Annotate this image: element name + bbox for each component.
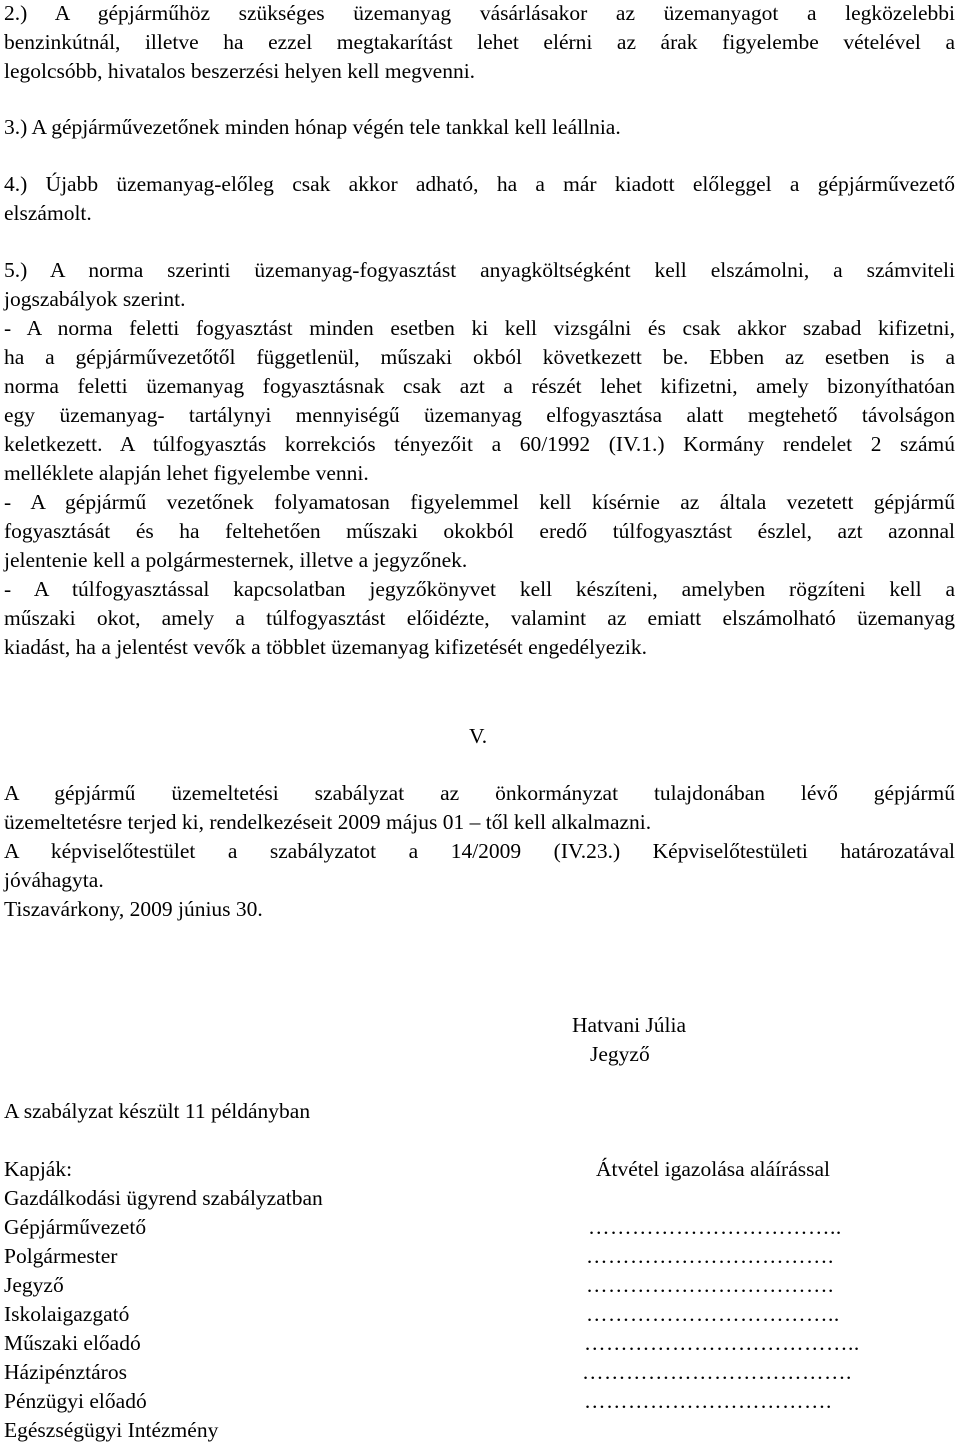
recipient-item: Gazdálkodási ügyrend szabályzatban (4, 1186, 323, 1210)
signature-line: ………………………………. (582, 1360, 852, 1384)
closing-line-1: A gépjármű üzemeltetési szabályzat az önkormányzat tulajdonában lévő gépjármű (4, 781, 955, 805)
paragraph-5-line-1: 5.) A norma szerinti üzemanyag-fogyasztást anyagköltségként kell elszámolni, a számviteli (4, 258, 955, 282)
paragraph-4-line-2: elszámolt. (4, 201, 92, 225)
paragraph-5-line-3: - A norma feletti fogyasztást minden esetben ki kell vizsgálni és csak akkor szabad kifizetni, (4, 316, 955, 340)
copies-note: A szabályzat készült 11 példányban (4, 1099, 311, 1123)
closing-line-4: jóváhagyta. (4, 868, 104, 892)
paragraph-5-line-6: egy üzemanyag- tartálynyi mennyiségű üzemanyag elfogyasztása alatt megtehető távolságon (4, 403, 955, 427)
paragraph-2-line-3: legolcsóbb, hivatalos beszerzési helyen kell megvenni. (4, 59, 476, 83)
paragraph-5-line-5: norma feletti üzemanyag fogyasztásnak csak azt a részét lehet kifizetni, amely bizonyíthatóan (4, 374, 955, 398)
paragraph-4-line-1: 4.) Újabb üzemanyag-előleg csak akkor adható, ha a már kiadott előleggel a gépjárművezető (4, 172, 955, 196)
signature-line: ……………………………. (586, 1273, 834, 1297)
paragraph-5-line-8: melléklete alapján lehet figyelembe venni. (4, 461, 369, 485)
closing-line-2: üzemeltetésre terjed ki, rendelkezéseit 2009 május 01 – től kell alkalmazni. (4, 810, 652, 834)
signature-title: Jegyző (590, 1042, 650, 1066)
recipient-item: Egészségügyi Intézmény (4, 1418, 219, 1442)
paragraph-3-line-1: 3.) A gépjárművezetőnek minden hónap végén tele tankkal kell leállnia. (4, 115, 621, 139)
closing-line-3: A képviselőtestület a szabályzatot a 14/2009 (IV.23.) Képviselőtestületi határozatával (4, 839, 955, 863)
recipient-item: Jegyző (4, 1273, 64, 1297)
paragraph-2-line-2: benzinkútnál, illetve ha ezzel megtakarítást lehet elérni az árak figyelembe vételével a (4, 30, 955, 54)
paragraph-5-line-13: műszaki okot, amely a túlfogyasztást előidézte, valamint az emiatt elszámolható üzemanyag (4, 606, 955, 630)
paragraph-5-line-10: fogyasztását és ha feltehetően műszaki okokból eredő túlfogyasztást észlel, azt azonnal (4, 519, 955, 543)
paragraph-5-line-14: kiadást, ha a jelentést vevők a többlet üzemanyag kifizetését engedélyezik. (4, 635, 647, 659)
signature-line: ……………………………….. (584, 1331, 860, 1355)
paragraph-5-line-4: ha a gépjárművezetőtől függetlenül, műszaki okból következett be. Ebben az esetben is a (4, 345, 955, 369)
signature-name: Hatvani Júlia (572, 1013, 687, 1037)
recipient-item: Iskolaigazgató (4, 1302, 130, 1326)
signature-line: …………………………….. (588, 1215, 842, 1239)
recipient-item: Polgármester (4, 1244, 118, 1268)
paragraph-5-line-9: - A gépjármű vezetőnek folyamatosan figyelemmel kell kísérnie az általa vezetett gépjármű (4, 490, 955, 514)
place-date: Tiszavárkony, 2009 június 30. (4, 897, 263, 921)
distribution-left-header: Kapják: (4, 1157, 73, 1181)
distribution-right-header: Átvétel igazolása aláírással (596, 1157, 831, 1181)
signature-line: ……………………………. (586, 1244, 834, 1268)
paragraph-5-line-12: - A túlfogyasztással kapcsolatban jegyzőkönyvet kell készíteni, amelyben rögzíteni kell a (4, 577, 955, 601)
recipient-item: Házipénztáros (4, 1360, 127, 1384)
section-heading: V. (469, 724, 488, 748)
recipient-item: Műszaki előadó (4, 1331, 141, 1355)
signature-line: …………………………….. (586, 1302, 840, 1326)
recipient-item: Gépjárművezető (4, 1215, 147, 1239)
paragraph-5-line-2: jogszabályok szerint. (4, 287, 186, 311)
paragraph-5-line-11: jelentenie kell a polgármesternek, illetve a jegyzőnek. (4, 548, 468, 572)
paragraph-2-line-1: 2.) A gépjárműhöz szükséges üzemanyag vásárlásakor az üzemanyagot a legközelebbi (4, 1, 955, 25)
recipient-item: Pénzügyi előadó (4, 1389, 147, 1413)
signature-line: ……………………………. (584, 1389, 832, 1413)
paragraph-5-line-7: keletkezett. A túlfogyasztás korrekciós tényezőit a 60/1992 (IV.1.) Kormány rendelet 2 számú (4, 432, 955, 456)
